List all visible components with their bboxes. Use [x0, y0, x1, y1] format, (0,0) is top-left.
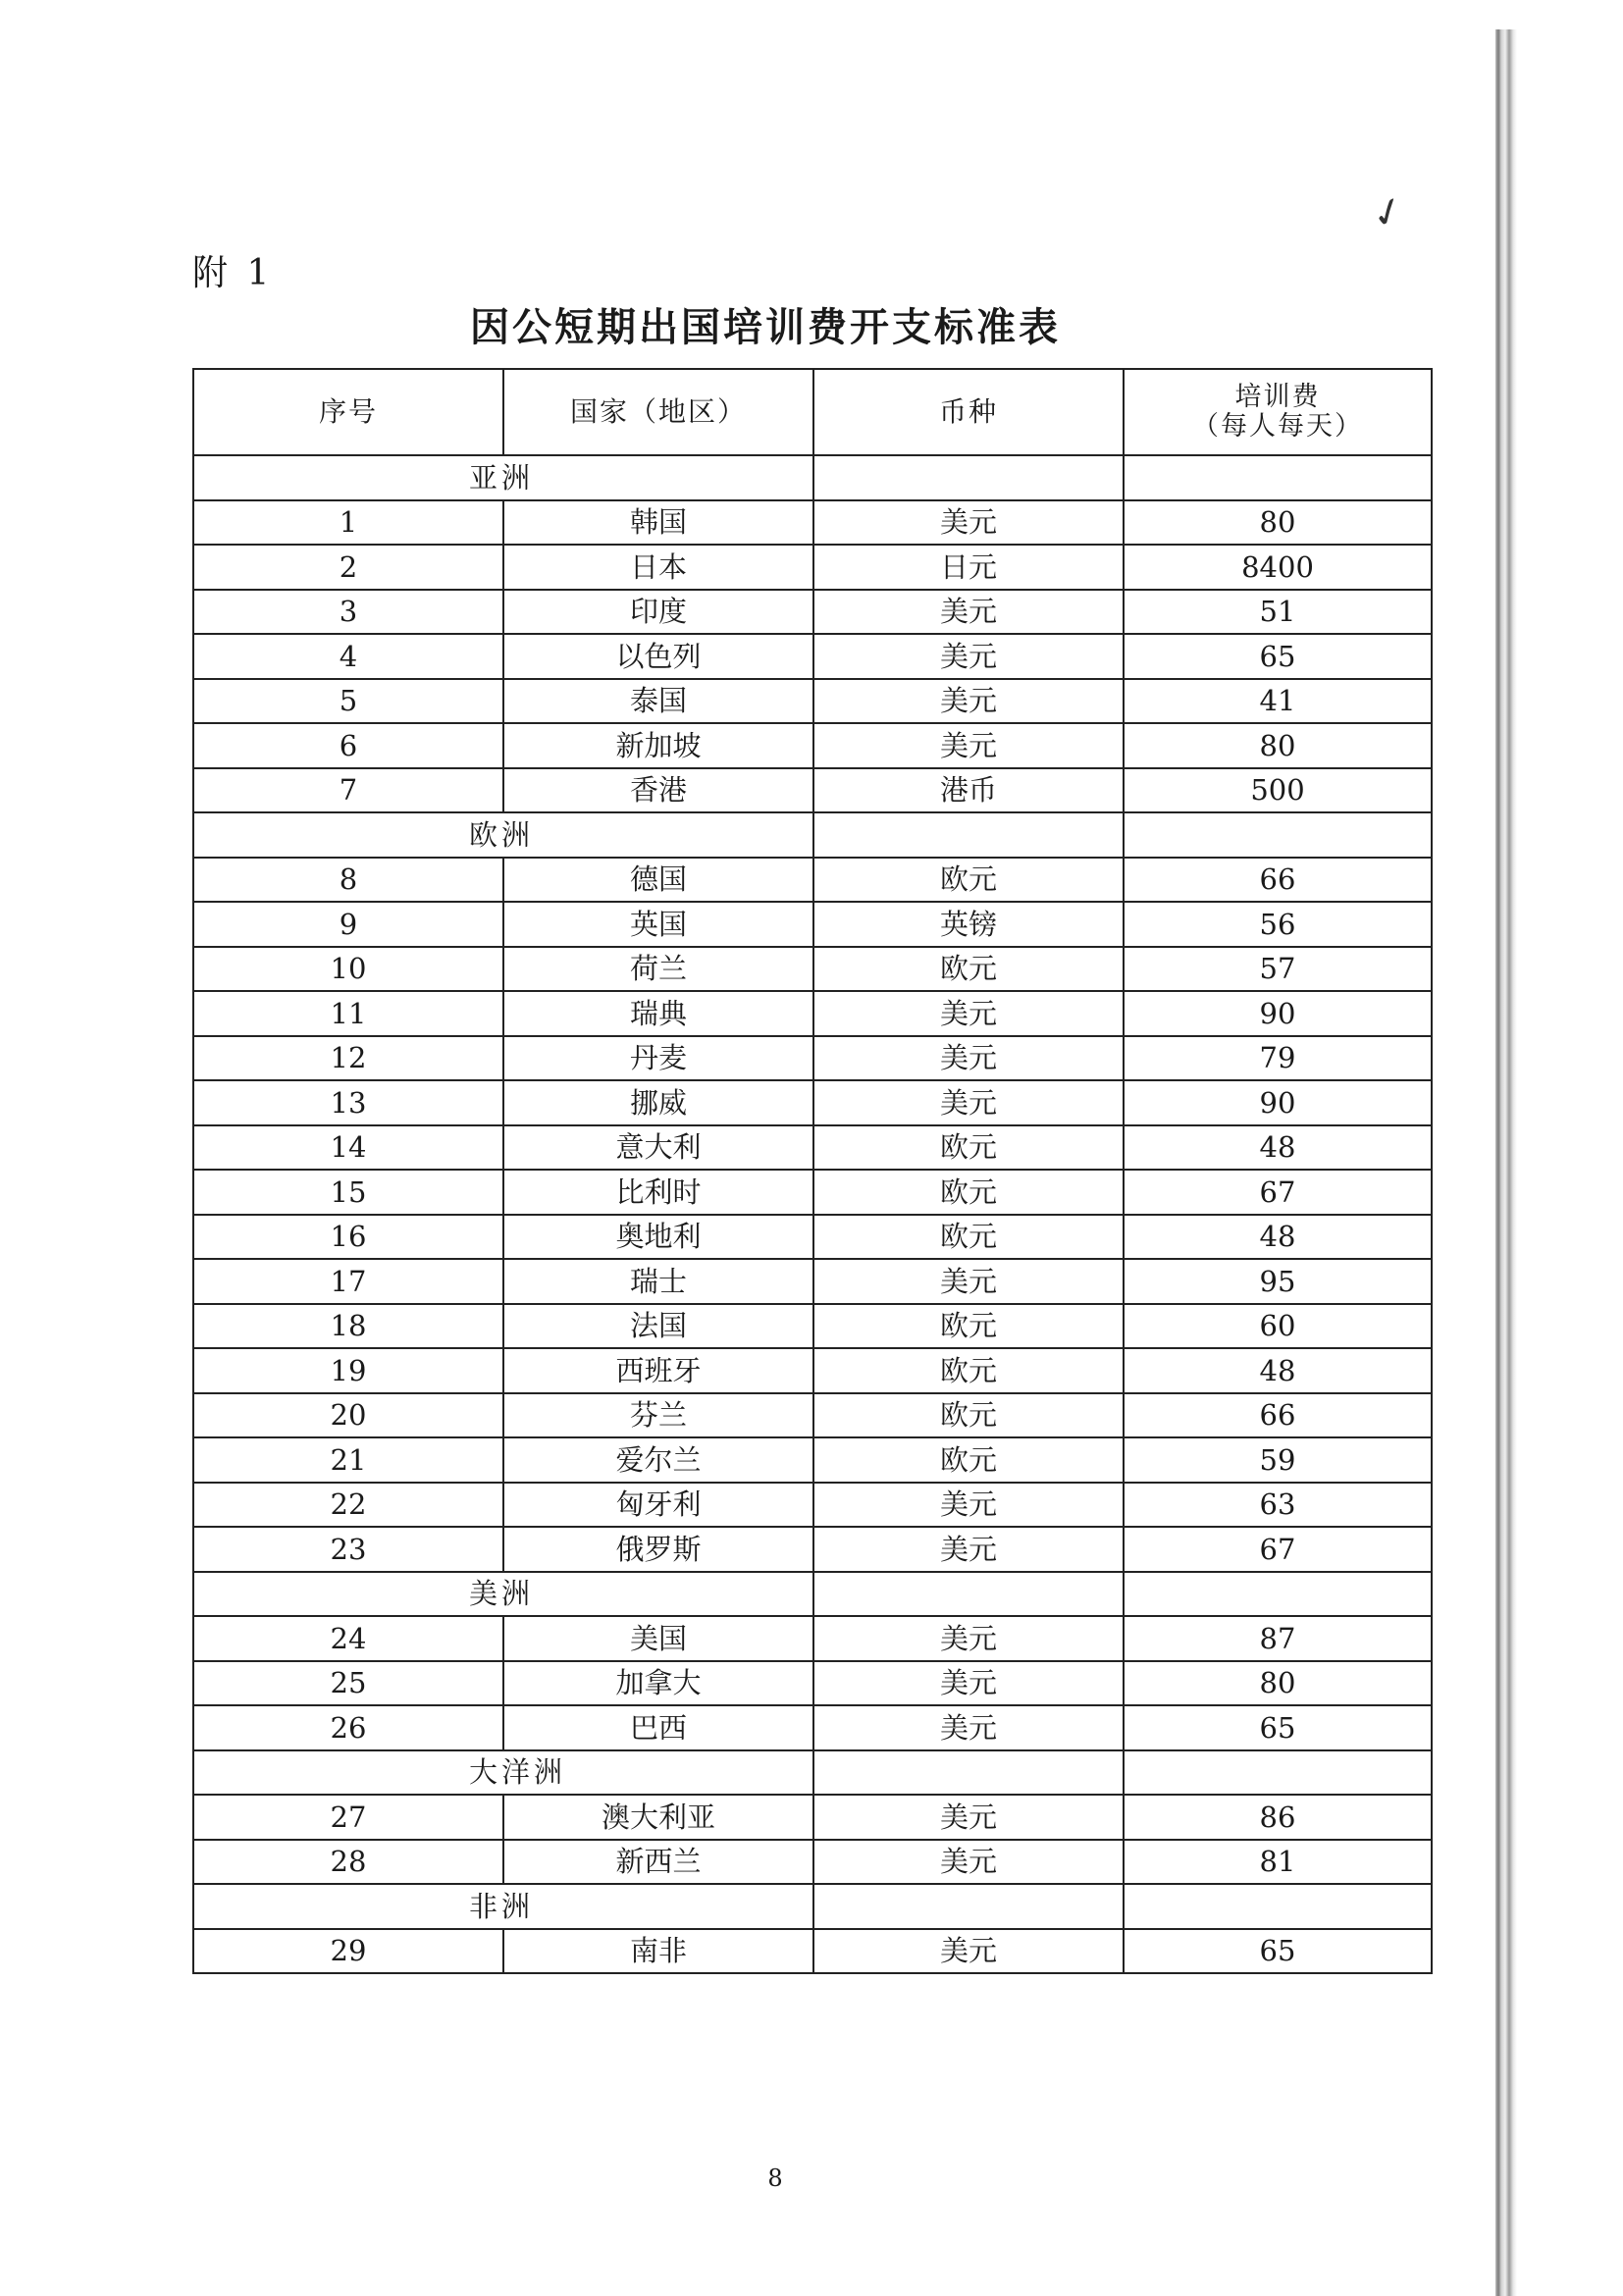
table-row: [193, 1929, 1432, 1974]
region-label: 欧洲: [193, 812, 813, 858]
table-row: [193, 1036, 1432, 1081]
table-row: [193, 1304, 1432, 1349]
region-label: 非洲: [193, 1884, 813, 1929]
table-row: [193, 1125, 1432, 1171]
document-title: 因公短期出国培训费开支标准表: [470, 304, 1061, 350]
table-row: [193, 1616, 1432, 1661]
currency-cell: 美元: [813, 1080, 1124, 1125]
row-index-cell: 1: [193, 500, 503, 546]
fee-cell: 60: [1124, 1304, 1432, 1349]
country-cell: 美国: [503, 1616, 813, 1661]
currency-cell: 美元: [813, 1705, 1124, 1750]
row-index-cell: 29: [193, 1929, 503, 1974]
row-index-cell: 9: [193, 902, 503, 947]
table-row: [193, 768, 1432, 813]
region-row: [193, 812, 1432, 858]
currency-cell: 日元: [813, 545, 1124, 590]
row-index-cell: 28: [193, 1840, 503, 1885]
row-index-cell: 3: [193, 590, 503, 635]
region-row: [193, 1572, 1432, 1617]
currency-cell: 欧元: [813, 1170, 1124, 1215]
currency-cell: 美元: [813, 1527, 1124, 1572]
fee-cell: 48: [1124, 1348, 1432, 1393]
table-row: [193, 500, 1432, 546]
table-row: [193, 1170, 1432, 1215]
country-cell: 南非: [503, 1929, 813, 1974]
fee-cell: 41: [1124, 679, 1432, 724]
table-row: [193, 1661, 1432, 1706]
fee-cell: 65: [1124, 1705, 1432, 1750]
country-cell: 日本: [503, 545, 813, 590]
fee-cell: 81: [1124, 1840, 1432, 1885]
row-index-cell: 7: [193, 768, 503, 813]
row-index-cell: 8: [193, 858, 503, 903]
fee-cell: 67: [1124, 1170, 1432, 1215]
table-row: [193, 634, 1432, 679]
header-index: 序号: [193, 369, 503, 455]
country-cell: 印度: [503, 590, 813, 635]
table-row: [193, 1483, 1432, 1528]
currency-cell: 美元: [813, 1616, 1124, 1661]
country-cell: 瑞典: [503, 991, 813, 1036]
country-cell: 芬兰: [503, 1393, 813, 1438]
country-cell: 以色列: [503, 634, 813, 679]
currency-cell: 欧元: [813, 1393, 1124, 1438]
country-cell: 澳大利亚: [503, 1795, 813, 1840]
currency-cell: 欧元: [813, 858, 1124, 903]
currency-cell: 美元: [813, 1483, 1124, 1528]
table-row: [193, 1259, 1432, 1304]
fee-cell: 87: [1124, 1616, 1432, 1661]
row-index-cell: 6: [193, 723, 503, 768]
country-cell: 丹麦: [503, 1036, 813, 1081]
table-row: [193, 947, 1432, 992]
currency-cell: 欧元: [813, 947, 1124, 992]
table-row: [193, 902, 1432, 947]
region-label: 美洲: [193, 1572, 813, 1617]
row-index-cell: 24: [193, 1616, 503, 1661]
table-row: [193, 1840, 1432, 1885]
header-fee: [1124, 369, 1432, 455]
country-cell: 英国: [503, 902, 813, 947]
empty-cell: [1124, 1572, 1432, 1617]
header-country: 国家（地区）: [503, 369, 813, 455]
country-cell: 俄罗斯: [503, 1527, 813, 1572]
currency-cell: 欧元: [813, 1348, 1124, 1393]
row-index-cell: 21: [193, 1437, 503, 1483]
country-cell: 爱尔兰: [503, 1437, 813, 1483]
empty-cell: [1124, 1884, 1432, 1929]
country-cell: 加拿大: [503, 1661, 813, 1706]
row-index-cell: 26: [193, 1705, 503, 1750]
row-index-cell: 2: [193, 545, 503, 590]
scan-mark-icon: ✓: [1365, 185, 1412, 240]
table-row: [193, 723, 1432, 768]
currency-cell: 美元: [813, 723, 1124, 768]
country-cell: 法国: [503, 1304, 813, 1349]
table-row: [193, 679, 1432, 724]
fee-cell: 95: [1124, 1259, 1432, 1304]
row-index-cell: 25: [193, 1661, 503, 1706]
page-number: 8: [767, 2165, 783, 2192]
row-index-cell: 23: [193, 1527, 503, 1572]
row-index-cell: 14: [193, 1125, 503, 1171]
table-row: [193, 1705, 1432, 1750]
empty-cell: [813, 1884, 1124, 1929]
fee-cell: 500: [1124, 768, 1432, 813]
currency-cell: 美元: [813, 634, 1124, 679]
currency-cell: 美元: [813, 1929, 1124, 1974]
table-row: [193, 1795, 1432, 1840]
row-index-cell: 16: [193, 1215, 503, 1260]
fee-cell: 65: [1124, 634, 1432, 679]
table-row: [193, 1527, 1432, 1572]
currency-cell: 美元: [813, 679, 1124, 724]
country-cell: 香港: [503, 768, 813, 813]
currency-cell: 美元: [813, 1259, 1124, 1304]
fee-cell: 56: [1124, 902, 1432, 947]
table-row: [193, 545, 1432, 590]
currency-cell: 美元: [813, 1661, 1124, 1706]
table-header-row: [193, 369, 1432, 455]
table-row: [193, 1215, 1432, 1260]
row-index-cell: 13: [193, 1080, 503, 1125]
country-cell: 奥地利: [503, 1215, 813, 1260]
region-row: [193, 1750, 1432, 1796]
fee-cell: 59: [1124, 1437, 1432, 1483]
currency-cell: 美元: [813, 1840, 1124, 1885]
empty-cell: [813, 1750, 1124, 1796]
row-index-cell: 17: [193, 1259, 503, 1304]
fee-cell: 86: [1124, 1795, 1432, 1840]
country-cell: 韩国: [503, 500, 813, 546]
row-index-cell: 4: [193, 634, 503, 679]
country-cell: 西班牙: [503, 1348, 813, 1393]
country-cell: 匈牙利: [503, 1483, 813, 1528]
row-index-cell: 22: [193, 1483, 503, 1528]
fee-cell: 51: [1124, 590, 1432, 635]
table-body: [193, 455, 1432, 1973]
fee-cell: 57: [1124, 947, 1432, 992]
table-row: [193, 1437, 1432, 1483]
country-cell: 新西兰: [503, 1840, 813, 1885]
row-index-cell: 20: [193, 1393, 503, 1438]
training-fee-table: [192, 368, 1433, 1974]
fee-cell: 48: [1124, 1215, 1432, 1260]
table-row: [193, 1393, 1432, 1438]
fee-cell: 65: [1124, 1929, 1432, 1974]
appendix-label: 附 1: [192, 253, 274, 293]
region-label: 大洋洲: [193, 1750, 813, 1796]
currency-cell: 美元: [813, 991, 1124, 1036]
empty-cell: [1124, 812, 1432, 858]
row-index-cell: 5: [193, 679, 503, 724]
country-cell: 挪威: [503, 1080, 813, 1125]
fee-cell: 8400: [1124, 545, 1432, 590]
country-cell: 泰国: [503, 679, 813, 724]
currency-cell: 英镑: [813, 902, 1124, 947]
currency-cell: 欧元: [813, 1125, 1124, 1171]
fee-cell: 63: [1124, 1483, 1432, 1528]
header-currency: 币种: [813, 369, 1124, 455]
currency-cell: 欧元: [813, 1437, 1124, 1483]
region-row: [193, 455, 1432, 500]
currency-cell: 美元: [813, 1795, 1124, 1840]
table-row: [193, 590, 1432, 635]
fee-cell: 66: [1124, 858, 1432, 903]
currency-cell: 港币: [813, 768, 1124, 813]
currency-cell: 欧元: [813, 1215, 1124, 1260]
country-cell: 新加坡: [503, 723, 813, 768]
row-index-cell: 19: [193, 1348, 503, 1393]
region-label: 亚洲: [193, 455, 813, 500]
fee-cell: 90: [1124, 1080, 1432, 1125]
table-row: [193, 1080, 1432, 1125]
empty-cell: [813, 812, 1124, 858]
fee-cell: 79: [1124, 1036, 1432, 1081]
country-cell: 荷兰: [503, 947, 813, 992]
row-index-cell: 18: [193, 1304, 503, 1349]
empty-cell: [1124, 455, 1432, 500]
country-cell: 巴西: [503, 1705, 813, 1750]
table-row: [193, 858, 1432, 903]
header-fee-line2: （每人每天）: [1192, 411, 1363, 442]
country-cell: 比利时: [503, 1170, 813, 1215]
fee-cell: 80: [1124, 1661, 1432, 1706]
scan-binding-edge: [1495, 29, 1517, 2296]
row-index-cell: 27: [193, 1795, 503, 1840]
fee-cell: 80: [1124, 500, 1432, 546]
country-cell: 意大利: [503, 1125, 813, 1171]
country-cell: 德国: [503, 858, 813, 903]
region-row: [193, 1884, 1432, 1929]
currency-cell: 欧元: [813, 1304, 1124, 1349]
row-index-cell: 15: [193, 1170, 503, 1215]
row-index-cell: 10: [193, 947, 503, 992]
currency-cell: 美元: [813, 500, 1124, 546]
empty-cell: [813, 1572, 1124, 1617]
empty-cell: [1124, 1750, 1432, 1796]
fee-cell: 90: [1124, 991, 1432, 1036]
fee-cell: 48: [1124, 1125, 1432, 1171]
row-index-cell: 11: [193, 991, 503, 1036]
empty-cell: [813, 455, 1124, 500]
fee-cell: 80: [1124, 723, 1432, 768]
header-fee-line1: 培训费: [1234, 382, 1321, 412]
table-row: [193, 991, 1432, 1036]
row-index-cell: 12: [193, 1036, 503, 1081]
fee-cell: 66: [1124, 1393, 1432, 1438]
country-cell: 瑞士: [503, 1259, 813, 1304]
fee-cell: 67: [1124, 1527, 1432, 1572]
currency-cell: 美元: [813, 590, 1124, 635]
table-row: [193, 1348, 1432, 1393]
currency-cell: 美元: [813, 1036, 1124, 1081]
